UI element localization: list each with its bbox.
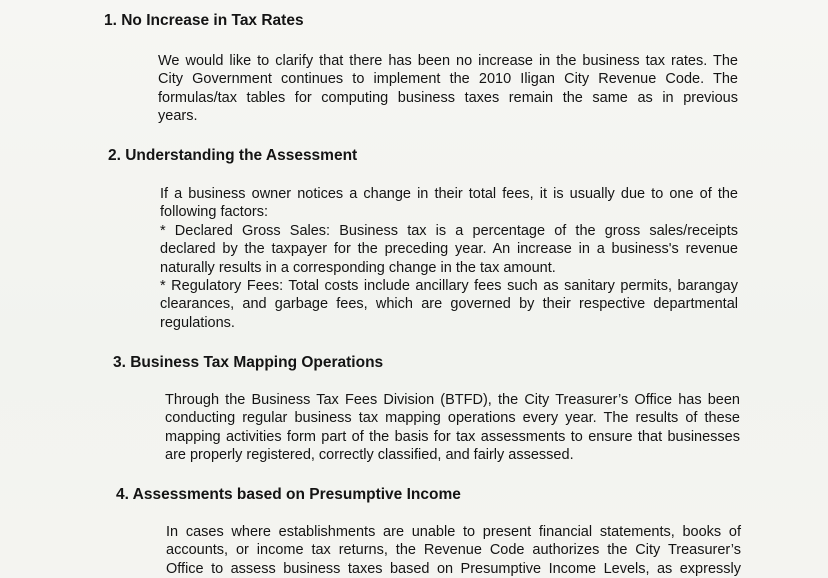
section-body-understanding-assessment bbox=[160, 185, 738, 332]
body-line: Office to assess business taxes based on Presumptive Income Levels, as expressly bbox=[166, 560, 741, 577]
body-line: years. bbox=[158, 108, 198, 125]
body-line: formulas/tax tables for computing business taxes remain the same as in previous bbox=[158, 89, 738, 106]
body-line: conducting regular business tax mapping operations every year. The results of these bbox=[165, 410, 740, 427]
section-body-tax-mapping bbox=[165, 391, 740, 465]
body-line: clearances, and garbage fees, which are governed by their respective departmental bbox=[160, 296, 738, 313]
section-heading-understanding-assessment: 2. Understanding the Assessment bbox=[108, 147, 358, 164]
body-line: In cases where establishments are unable to present financial statements, books of bbox=[166, 524, 741, 540]
section-heading-tax-mapping: 3. Business Tax Mapping Operations bbox=[113, 354, 384, 371]
section-heading-no-increase: 1. No Increase in Tax Rates bbox=[104, 12, 304, 29]
body-line: regulations. bbox=[160, 314, 235, 331]
body-line: are properly registered, correctly classified, and fairly assessed. bbox=[165, 447, 574, 464]
body-line: Through the Business Tax Fees Division (BTFD), the City Treasurer’s Office has been bbox=[165, 392, 740, 408]
section-body-no-increase bbox=[158, 52, 738, 126]
body-line: accounts, or income tax returns, the Revenue Code authorizes the City Treasurer’s bbox=[166, 542, 741, 559]
body-line: mapping activities form part of the basis for tax assessments to ensure that businesses bbox=[165, 428, 740, 445]
body-line: City Government continues to implement the 2010 Iligan City Revenue Code. The bbox=[158, 71, 738, 88]
body-line: We would like to clarify that there has been no increase in the business tax rates. The bbox=[158, 53, 738, 69]
body-line: naturally results in a corresponding change in the tax amount. bbox=[160, 259, 556, 276]
body-line: * Declared Gross Sales: Business tax is a percentage of the gross sales/receipts bbox=[160, 222, 738, 239]
section-heading-presumptive-income: 4. Assessments based on Presumptive Income bbox=[116, 486, 461, 503]
body-line: declared by the taxpayer for the preceding year. An increase in a business's revenue bbox=[160, 241, 738, 258]
body-line: If a business owner notices a change in their total fees, it is usually due to one of the bbox=[160, 186, 738, 202]
body-line: * Regulatory Fees: Total costs include ancillary fees such as sanitary permits, barangay bbox=[160, 278, 738, 295]
body-line: following factors: bbox=[160, 204, 268, 221]
